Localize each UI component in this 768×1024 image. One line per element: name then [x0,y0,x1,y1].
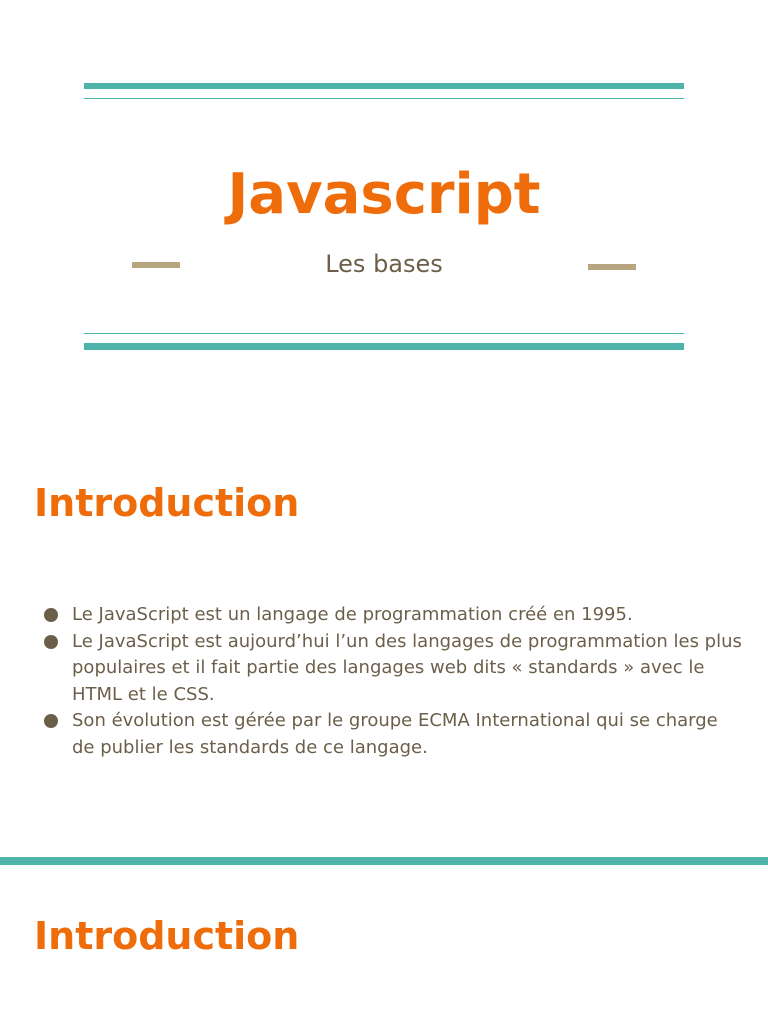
bullet-dot-icon [44,635,58,649]
slide-subtitle: Les bases [325,250,443,278]
list-item [72,708,742,761]
right-dash-decoration [588,264,636,270]
intro-heading-2: Introduction [34,914,300,958]
slide-divider [0,857,768,865]
list-item [72,602,742,629]
bottom-thick-rule [84,343,684,350]
list-item [72,629,742,709]
top-thick-rule [84,83,684,89]
top-thin-rule [84,98,684,99]
bullet-text: Le JavaScript est un langage de programmation créé en 1995. [72,604,633,625]
bullet-dot-icon [44,608,58,622]
bottom-thin-rule [84,333,684,334]
bullet-text: Son évolution est gérée par le groupe ECMA International qui se charge de publier les standards de ce langage. [72,710,718,758]
bullet-dot-icon [44,714,58,728]
slide-title: Javascript [227,162,541,227]
intro-bullet-list [72,602,742,761]
bullet-text: Le JavaScript est aujourd’hui l’un des langages de programmation les plus populaires et il fait partie des langages web dits « standards » avec le HTML et le CSS. [72,630,742,705]
intro-heading: Introduction [34,481,300,525]
